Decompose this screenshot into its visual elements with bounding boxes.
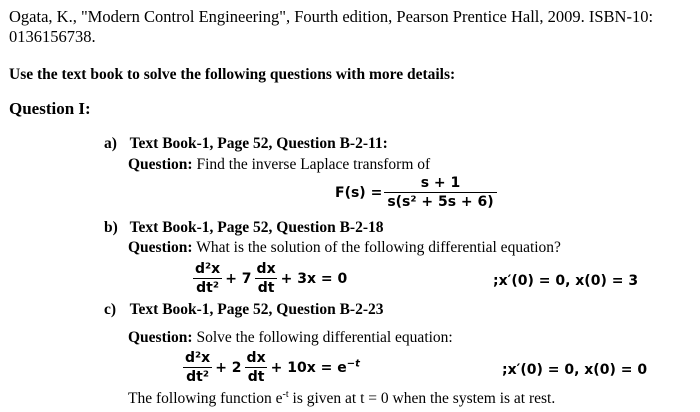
question-heading: Question I: xyxy=(9,99,91,118)
item-b-second-derivative xyxy=(192,261,223,296)
item-c-rest xyxy=(270,357,360,376)
item-c-d1-denominator: dt xyxy=(245,367,268,385)
item-c-question-label: Question: xyxy=(128,329,193,346)
item-c-d2-denominator: dt² xyxy=(183,367,212,385)
item-c-conditions: ;x′(0) = 0, x(0) = 0 xyxy=(502,362,648,378)
item-c-d2-numerator: d²x xyxy=(185,350,211,366)
item-b-first-derivative xyxy=(254,261,279,296)
item-a-label: a) xyxy=(104,135,117,152)
footer-post: is given at t = 0 when the system is at rest. xyxy=(288,390,556,407)
item-c-question-text: Solve the following differential equation: xyxy=(196,329,453,346)
item-a-title xyxy=(104,135,388,153)
item-b-rest: + 3x = 0 xyxy=(280,270,348,287)
item-b-d2-numerator: d²x xyxy=(195,261,221,277)
item-a-denominator: s(s² + 5s + 6) xyxy=(384,192,496,210)
item-c-d1-numerator: dx xyxy=(246,350,266,366)
item-b-question-label: Question: xyxy=(128,239,193,256)
item-b-title-text: Text Book-1, Page 52, Question B-2-18 xyxy=(129,219,384,236)
item-b-conditions: ;x′(0) = 0, x(0) = 3 xyxy=(493,273,639,289)
item-c-coefficient: + 2 xyxy=(215,359,242,376)
instruction-text: Use the text book to solve the following questions with more details: xyxy=(9,66,456,83)
item-c-rest-text: + 10x = e xyxy=(270,359,347,376)
footer-pre: The following function e xyxy=(128,390,283,407)
item-a-equation xyxy=(335,175,499,210)
item-a-fraction xyxy=(384,175,496,210)
item-b-d1-denominator: dt xyxy=(255,278,278,296)
item-a-question xyxy=(128,156,430,174)
item-b-question xyxy=(128,239,561,257)
item-b-question-text: What is the solution of the following differential equation? xyxy=(196,239,561,256)
item-c-first-derivative xyxy=(244,350,269,385)
item-b-coefficient: + 7 xyxy=(225,270,252,287)
item-a-question-text: Find the inverse Laplace transform of xyxy=(196,156,431,173)
item-b-d2-denominator: dt² xyxy=(193,278,222,296)
item-a-numerator: s + 1 xyxy=(420,175,461,191)
item-c-title xyxy=(104,301,384,319)
item-b-equation xyxy=(190,261,347,296)
item-c-exponent: −t xyxy=(346,357,360,369)
item-c-question xyxy=(128,329,453,347)
item-c-equation xyxy=(180,350,360,385)
item-c-title-text: Text Book-1, Page 52, Question B-2-23 xyxy=(129,301,384,318)
footer-note xyxy=(128,390,555,408)
item-c-label: c) xyxy=(104,301,117,318)
item-a-lhs: F(s) = xyxy=(335,184,383,201)
reference-text: Ogata, K., "Modern Control Engineering", Fourth edition, Pearson Prentice Hall, 2009. ISBN-10: 0136156738. xyxy=(9,7,654,46)
item-b-title xyxy=(104,219,384,237)
item-b-label: b) xyxy=(104,219,118,236)
footer-sup: -t xyxy=(282,388,289,400)
item-c-second-derivative xyxy=(182,350,213,385)
item-a-title-text: Text Book-1, Page 52, Question B-2-11: xyxy=(129,135,388,152)
item-b-d1-numerator: dx xyxy=(256,261,276,277)
item-a-question-label: Question: xyxy=(128,156,193,173)
